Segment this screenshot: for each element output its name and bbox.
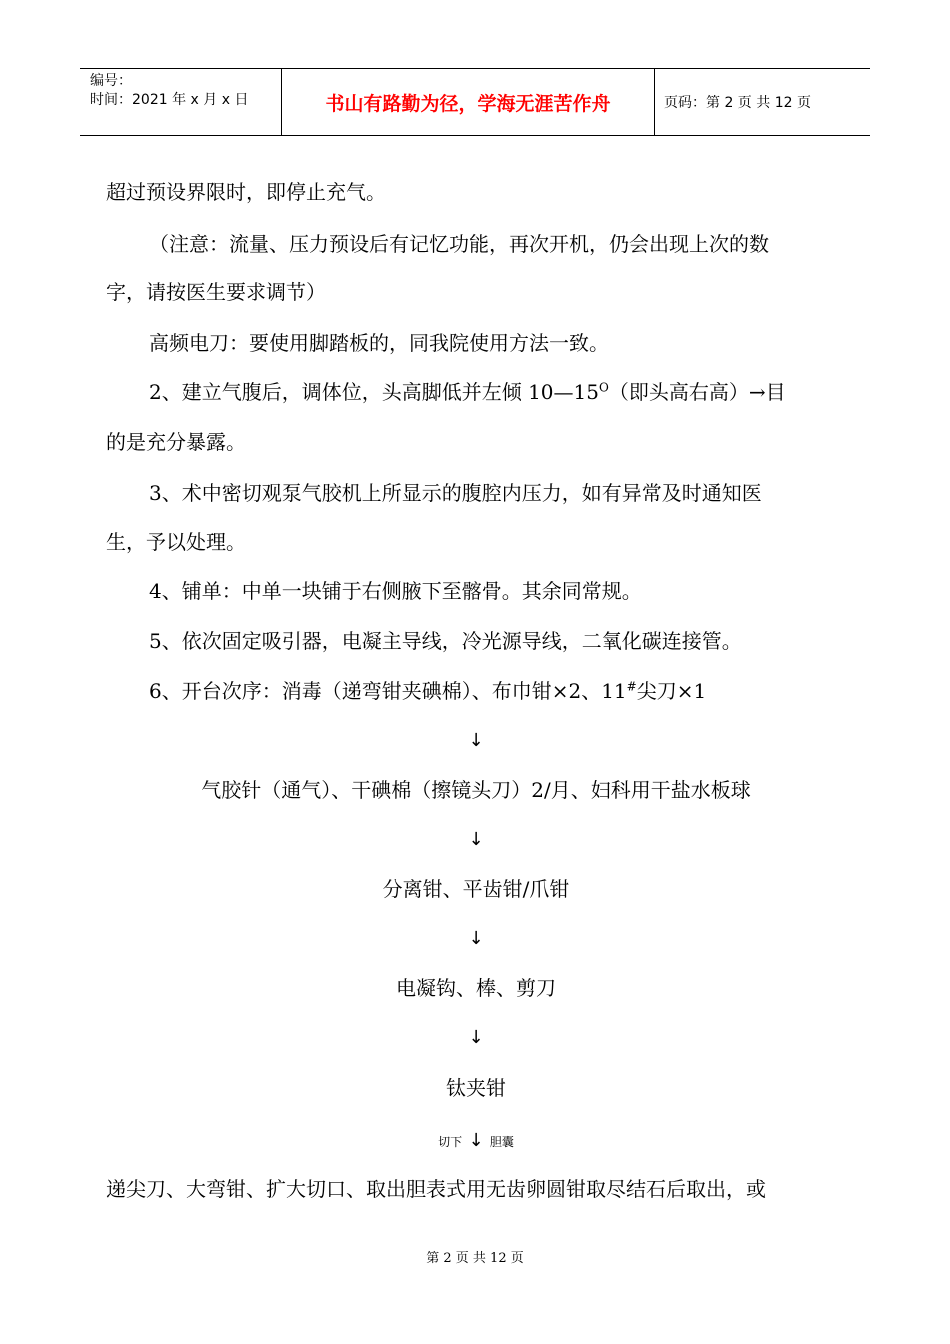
flow-note-left: 切下 xyxy=(438,1135,463,1149)
paragraph-2-line-1: （注意：流量、压力预设后有记忆功能，再次开机，仍会出现上次的数 xyxy=(149,232,769,256)
flow-step-2: 气胶针（通气）、干碘棉（擦镜头刀）2/月、妇科用干盐水板球 xyxy=(201,778,751,802)
paragraph-6: 4、铺单：中单一块铺于右侧腋下至髂骨。其余同常规。 xyxy=(149,579,642,603)
flow-arrow-4: ↓ xyxy=(468,1027,484,1048)
number-superscript: # xyxy=(626,679,637,694)
header-page-info: 页码：第 2 页 共 12 页 xyxy=(664,95,811,111)
paragraph-4-line-1 xyxy=(106,379,851,405)
paragraph-8 xyxy=(106,678,851,704)
paragraph-5-line-2: 生，予以处理。 xyxy=(106,530,246,554)
paragraph-2-line-2: 字，请按医生要求调节） xyxy=(106,280,326,304)
page-header xyxy=(80,68,870,136)
flow-step-3: 分离钳、平齿钳/爪钳 xyxy=(382,877,570,901)
header-meta xyxy=(80,69,282,135)
flow-arrow-2: ↓ xyxy=(468,829,484,850)
paragraph-8-text-tail: 尖刀×1 xyxy=(636,679,707,703)
flow-note-right: 胆囊 xyxy=(489,1135,514,1149)
flow-step-4: 电凝钩、棒、剪刀 xyxy=(396,976,556,1000)
paragraph-4-text: 2、建立气腹后，调体位，头高脚低并左倾 10—15 xyxy=(149,380,599,404)
paragraph-5-line-1: 3、术中密切观泵气胶机上所显示的腹腔内压力，如有异常及时通知医 xyxy=(149,481,762,505)
page-footer: 第 2 页 共 12 页 xyxy=(426,1251,524,1266)
flow-step-5: 钛夹钳 xyxy=(446,1076,506,1100)
paragraph-9: 递尖刀、大弯钳、扩大切口、取出胆表式用无齿卵圆钳取尽结石后取出，或 xyxy=(106,1177,766,1201)
degree-superscript: O xyxy=(598,380,609,395)
paragraph-8-text: 6、开台次序：消毒（递弯钳夹碘棉）、布巾钳×2、11 xyxy=(149,679,627,703)
doc-number-label: 编号： xyxy=(90,73,132,89)
flow-arrow-5-with-note xyxy=(106,1126,846,1155)
paragraph-7: 5、依次固定吸引器，电凝主导线，冷光源导线，二氧化碳连接管。 xyxy=(149,629,742,653)
flow-arrow-5: ↓ xyxy=(468,1130,484,1151)
doc-time-label: 时间：2021 年 x 月 x 日 xyxy=(90,92,249,108)
flow-arrow-1: ↓ xyxy=(468,730,484,751)
paragraph-3: 高频电刀：要使用脚踏板的，同我院使用方法一致。 xyxy=(149,331,609,355)
paragraph-4-text-tail: （即头高右高）→目 xyxy=(608,380,786,404)
paragraph-4-line-2: 的是充分暴露。 xyxy=(106,430,246,454)
flow-arrow-3: ↓ xyxy=(468,928,484,949)
paragraph-1: 超过预设界限时，即停止充气。 xyxy=(106,180,386,204)
header-motto: 书山有路勤为径，学海无涯苦作舟 xyxy=(282,69,655,135)
